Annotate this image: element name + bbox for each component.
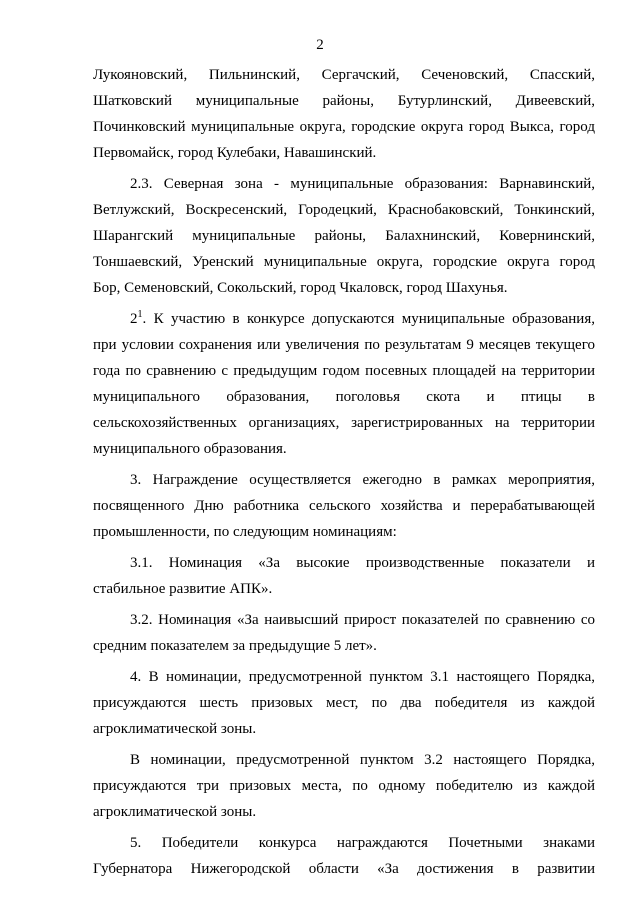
text-line: агроклиматической зоны. <box>93 721 257 737</box>
text-line: присуждаются три призовых места, по одному победителю из каждой <box>93 778 595 794</box>
text-line: сельскохозяйственных организациях, зарегистрированных на территории <box>93 415 595 431</box>
text-line: 3. Награждение осуществляется ежегодно в рамках мероприятия, <box>130 472 595 488</box>
paragraph <box>93 830 595 882</box>
text-line: Шатковский муниципальные районы, Бутурлинский, Дивеевский, <box>93 93 595 109</box>
text-line: 2.3. Северная зона - муниципальные образования: Варнавинский, <box>130 176 595 192</box>
paragraph <box>93 607 595 659</box>
text-line: агроклиматической зоны. <box>93 804 257 820</box>
text-line: Починковский муниципальные округа, городские округа город Выкса, город <box>93 119 595 135</box>
text-line: присуждаются шесть призовых мест, по два победителя из каждой <box>93 695 595 711</box>
paragraph <box>93 664 595 742</box>
text-line: Ветлужский, Воскресенский, Городецкий, Краснобаковский, Тонкинский, <box>93 202 595 218</box>
text-line: В номинации, предусмотренной пунктом 3.2 настоящего Порядка, <box>130 752 595 768</box>
text-line: Бор, Семеновский, Сокольский, город Чкаловск, город Шахунья. <box>93 280 508 296</box>
text-line: посвященного Дню работника сельского хозяйства и перерабатывающей <box>93 498 595 514</box>
clause-number-superscript: 1 <box>137 309 143 320</box>
text-line: 4. В номинации, предусмотренной пунктом 3.1 настоящего Порядка, <box>130 669 595 685</box>
document-body <box>93 62 595 882</box>
text-line: 5. Победители конкурса награждаются Почетными знаками <box>130 835 595 851</box>
paragraph <box>93 62 595 166</box>
text-line: 3.2. Номинация «За наивысший прирост показателей по сравнению со <box>130 612 595 628</box>
text-line: средним показателем за предыдущие 5 лет». <box>93 638 377 654</box>
line-text: . К участию в конкурсе допускаются муниципальные образования, <box>142 311 595 327</box>
paragraph <box>93 747 595 825</box>
text-line: промышленности, по следующим номинациям: <box>93 524 397 540</box>
text-line: Тоншаевский, Уренский муниципальные округа, городские округа город <box>93 254 595 270</box>
text-line: Первомайск, город Кулебаки, Навашинский. <box>93 145 377 161</box>
text-line: стабильное развитие АПК». <box>93 581 273 597</box>
page-number: 2 <box>316 37 324 53</box>
text-line: года по сравнению с предыдущим годом посевных площадей на территории <box>93 363 595 379</box>
paragraph <box>93 306 595 462</box>
text-line: Губернатора Нижегородской области «За достижения в развитии <box>93 861 595 877</box>
clause-number: 2 <box>130 311 138 327</box>
text-line: 3.1. Номинация «За высокие производственные показатели и <box>130 555 595 571</box>
text-line: муниципального образования. <box>93 441 287 457</box>
text-line <box>93 306 595 332</box>
text-line: при условии сохранения или увеличения по результатам 9 месяцев текущего <box>93 337 595 353</box>
paragraph <box>93 550 595 602</box>
paragraph <box>93 467 595 545</box>
text-line: Шарангский муниципальные районы, Балахнинский, Ковернинский, <box>93 228 595 244</box>
text-line: муниципального образования, поголовья скота и птицы в <box>93 389 595 405</box>
text-line: Лукояновский, Пильнинский, Сергачский, Сеченовский, Спасский, <box>93 67 595 83</box>
paragraph <box>93 171 595 301</box>
